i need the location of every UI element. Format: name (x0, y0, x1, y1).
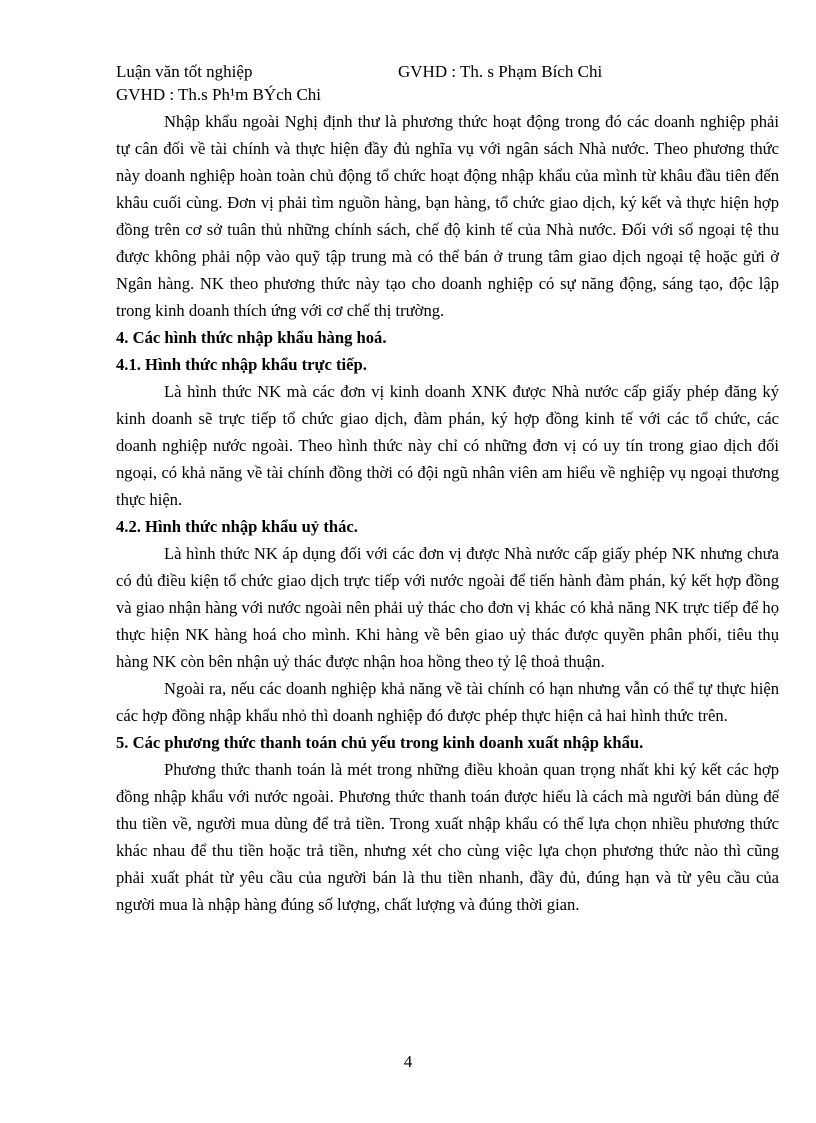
heading-direct-import: 4.1. Hình thức nhập khẩu trực tiếp. (116, 355, 367, 374)
heading-import-forms: 4. Các hình thức nhập khẩu hàng hoá. (116, 328, 387, 347)
heading-entrusted-import: 4.2. Hình thức nhập khẩu uỷ thác. (116, 517, 358, 536)
paragraph-payment-methods: Phương thức thanh toán là mét trong những điều khoản quan trọng nhất khi ký kết các hợp đồng nhập khẩu với nước ngoài. Phương thức thanh toán được hiểu là cách mà người bán dùng để thu tiền về, người mua dùng để trả tiền. Trong xuất nhập khẩu có thể lựa chọn nhiều phương thức khác nhau để thu tiền hoặc trả tiền, nhưng xét cho cùng việc lựa chọn phương thức nào thì cũng phải xuất phát từ yêu cầu của người bán là thu tiền nhanh, đầy đủ, đúng hạn và từ yêu cầu của người mua là nhập hàng đúng số lượng, chất lượng và đúng thời gian. (116, 760, 779, 914)
page-number: 4 (403, 1052, 413, 1071)
document-body (116, 108, 779, 918)
paragraph-direct-import: Là hình thức NK mà các đơn vị kinh doanh XNK được Nhà nước cấp giấy phép đăng ký kinh doanh sẽ trực tiếp tổ chức giao dịch, đàm phán, ký hợp đồng kinh tế với các tổ chức, các doanh nghiệp nước ngoài. Theo hình thức này chỉ có những đơn vị có uy tín trong giao dịch đối ngoại, có khả năng về tài chính đồng thời có đội ngũ nhân viên am hiểu về nghiệp vụ ngoại thương thực hiện. (116, 382, 779, 509)
paragraph-entrusted-import: Là hình thức NK áp dụng đối với các đơn vị được Nhà nước cấp giấy phép NK nhưng chưa có đủ điều kiện tổ chức giao dịch trực tiếp với nước ngoài để tiến hành đàm phán, ký kết hợp đồng và giao nhận hàng với nước ngoài nên phải uỷ thác cho đơn vị khác có khả năng NK trực tiếp để họ thực hiện NK hàng hoá cho mình. Khi hàng về bên giao uỷ thác được quyền phân phối, tiêu thụ hàng NK còn bên nhận uỷ thác được nhận hoa hồng theo tỷ lệ thoả thuận. (116, 544, 779, 671)
paragraph-import-outside-protocol: Nhập khẩu ngoài Nghị định thư là phương thức hoạt động trong đó các doanh nghiệp phải tự cân đối về tài chính và thực hiện đầy đủ nghĩa vụ với ngân sách Nhà nước. Theo phương thức này doanh nghiệp hoàn toàn chủ động tổ chức hoạt động nhập khẩu của mình từ khâu đầu tiên đến khâu cuối cùng. Đơn vị phải tìm nguồn hàng, bạn hàng, tổ chức giao dịch, ký kết và thực hiện hợp đồng trên cơ sở tuân thủ những chính sách, chế độ kinh tế của Nhà nước. Đối với số ngoại tệ thu được không phải nộp vào quỹ tập trung mà có thể bán ở trung tâm giao dịch ngoại tệ hoặc gửi ở Ngân hàng. NK theo phương thức này tạo cho doanh nghiệp có sự năng động, sáng tạo, độc lập trong kinh doanh thích ứng với cơ chế thị trường. (116, 112, 779, 320)
header-advisor-garbled: GVHD : Th.s Ph¹m BÝch Chi (116, 85, 322, 104)
header-advisor: GVHD : Th. s Phạm Bích Chi (398, 62, 603, 81)
paragraph-both-forms: Ngoài ra, nếu các doanh nghiệp khả năng về tài chính có hạn nhưng vẫn có thể tự thực hiện các hợp đồng nhập khẩu nhỏ thì doanh nghiệp đó được phép thực hiện cả hai hình thức trên. (116, 679, 779, 725)
header-thesis-label: Luận văn tốt nghiệp (116, 62, 253, 81)
heading-payment-methods: 5. Các phương thức thanh toán chủ yếu trong kinh doanh xuất nhập khẩu. (116, 733, 644, 752)
